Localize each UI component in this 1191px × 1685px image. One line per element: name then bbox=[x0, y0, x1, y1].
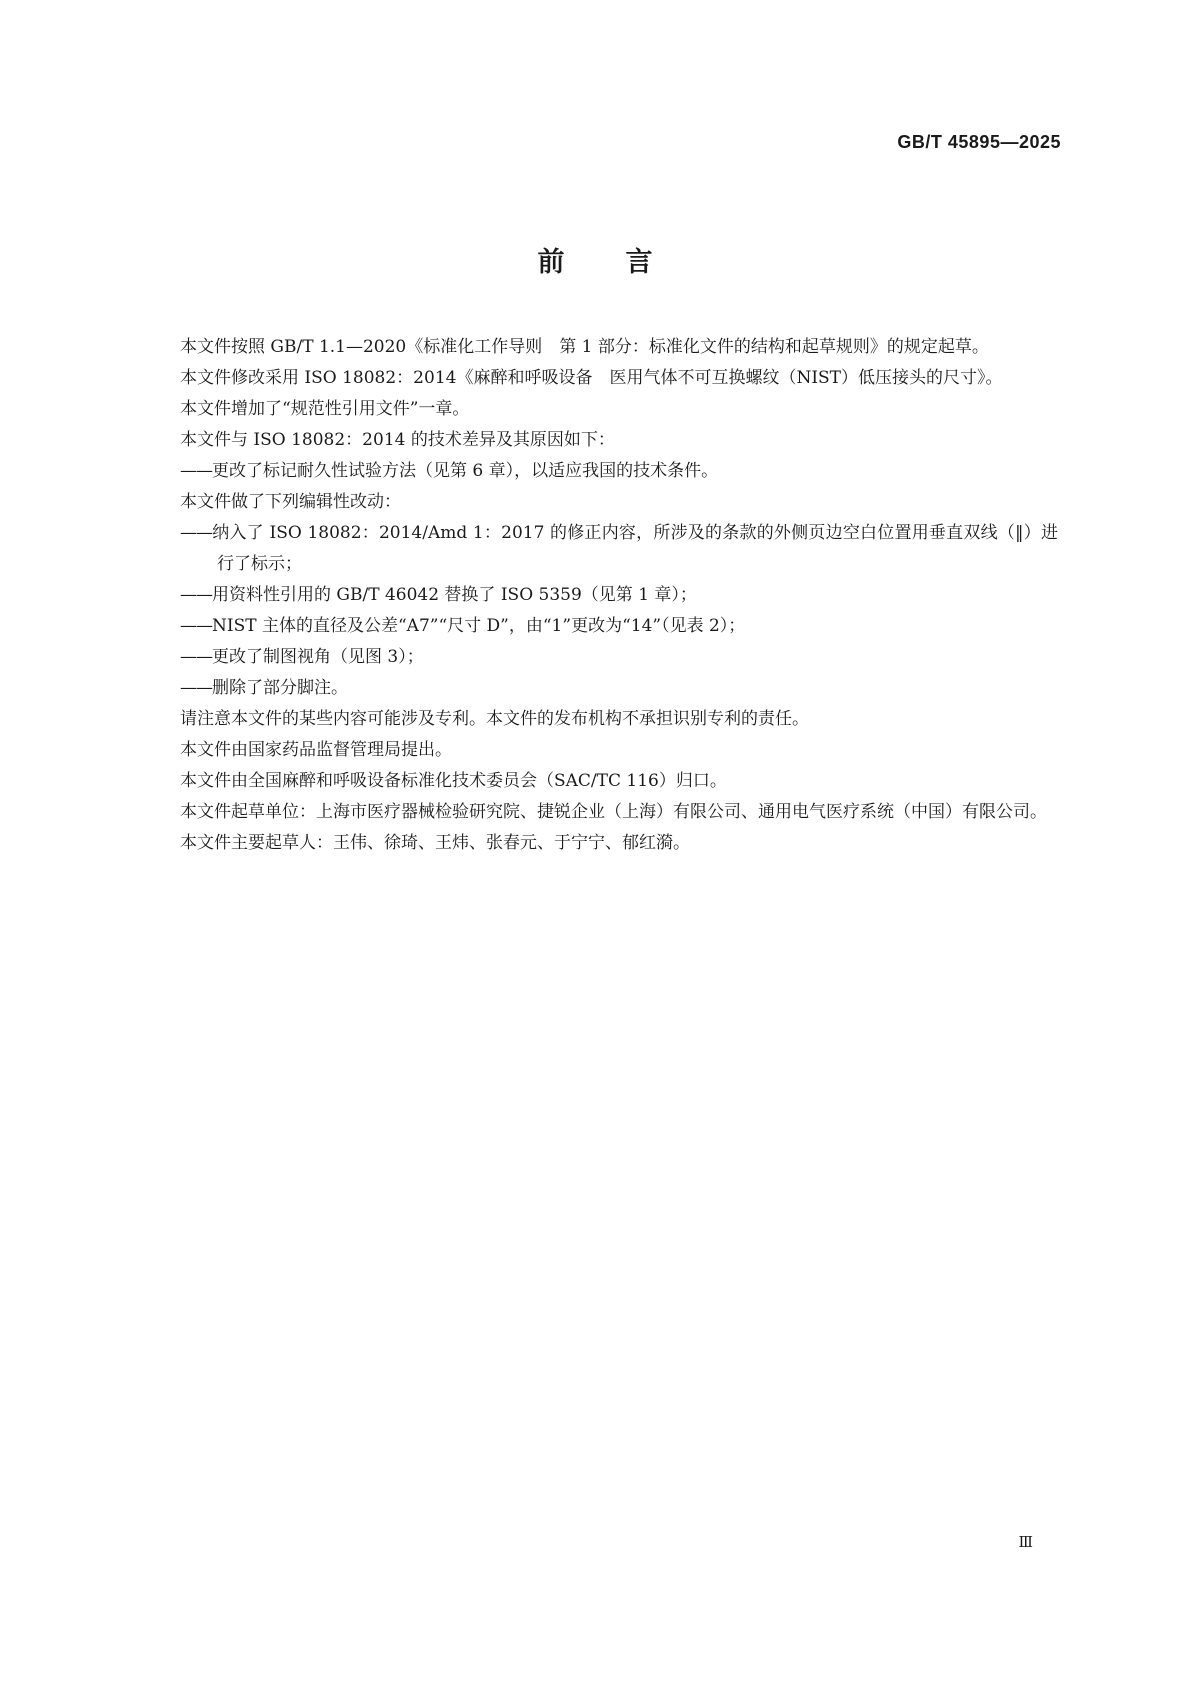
list-item-text: 更改了制图视角（见图 3）； bbox=[212, 647, 424, 667]
list-item bbox=[143, 673, 1058, 704]
paragraph-drafters: 本文件主要起草人：王伟、徐琦、王炜、张春元、于宁宁、郁红漪。 bbox=[180, 833, 690, 853]
paragraph-added-chapter: 本文件增加了“规范性引用文件”一章。 bbox=[180, 399, 470, 419]
list-item bbox=[143, 456, 1058, 487]
list-item bbox=[143, 642, 1058, 673]
paragraph-drafting-basis: 本文件按照 GB/T 1.1—2020《标准化工作导则 第 1 部分：标准化文件的结构和起草规则》的规定起草。 bbox=[180, 337, 989, 357]
paragraph-technical-committee: 本文件由全国麻醉和呼吸设备标准化技术委员会（SAC/TC 116）归口。 bbox=[180, 771, 727, 791]
list-item bbox=[143, 611, 1058, 642]
paragraph-editorial-changes: 本文件做了下列编辑性改动： bbox=[180, 492, 401, 512]
foreword-body bbox=[143, 332, 1058, 859]
title-char-1: 前 bbox=[537, 247, 566, 278]
paragraph-technical-differences: 本文件与 ISO 18082：2014 的技术差异及其原因如下： bbox=[180, 430, 615, 450]
list-item-text: 纳入了 ISO 18082：2014/Amd 1：2017 的修正内容，所涉及的条款的外侧页边空白位置用垂直双线（‖）进行了标示； bbox=[212, 523, 1058, 574]
dash-marker: —— bbox=[180, 585, 212, 605]
list-item-text: 删除了部分脚注。 bbox=[212, 678, 348, 698]
dash-marker: —— bbox=[180, 461, 212, 481]
list-item-text: 更改了标记耐久性试验方法（见第 6 章），以适应我国的技术条件。 bbox=[212, 461, 719, 481]
paragraph-patent-notice: 请注意本文件的某些内容可能涉及专利。本文件的发布机构不承担识别专利的责任。 bbox=[180, 709, 809, 729]
page-title bbox=[0, 240, 1191, 279]
dash-marker: —— bbox=[180, 647, 212, 667]
title-char-2: 言 bbox=[625, 247, 654, 278]
dash-marker: —— bbox=[180, 523, 212, 543]
paragraph-proposer: 本文件由国家药品监督管理局提出。 bbox=[180, 740, 452, 760]
paragraph-adoption: 本文件修改采用 ISO 18082：2014《麻醉和呼吸设备 医用气体不可互换螺纹（NIST）低压接头的尺寸》。 bbox=[180, 368, 1003, 388]
standard-number: GB/T 45895—2025 bbox=[897, 132, 1061, 152]
list-item-text: NIST 主体的直径及公差“A7”“尺寸 D”，由“1”更改为“14”（见表 2）； bbox=[212, 616, 746, 636]
list-item bbox=[143, 580, 1058, 611]
list-item-text: 用资料性引用的 GB/T 46042 替换了 ISO 5359（见第 1 章）； bbox=[212, 585, 697, 605]
page-number: Ⅲ bbox=[1018, 1533, 1033, 1551]
paragraph-drafting-organizations: 本文件起草单位：上海市医疗器械检验研究院、捷锐企业（上海）有限公司、通用电气医疗系统（中国）有限公司。 bbox=[180, 802, 1047, 822]
dash-marker: —— bbox=[180, 616, 212, 636]
dash-marker: —— bbox=[180, 678, 212, 698]
list-item bbox=[143, 518, 1058, 580]
